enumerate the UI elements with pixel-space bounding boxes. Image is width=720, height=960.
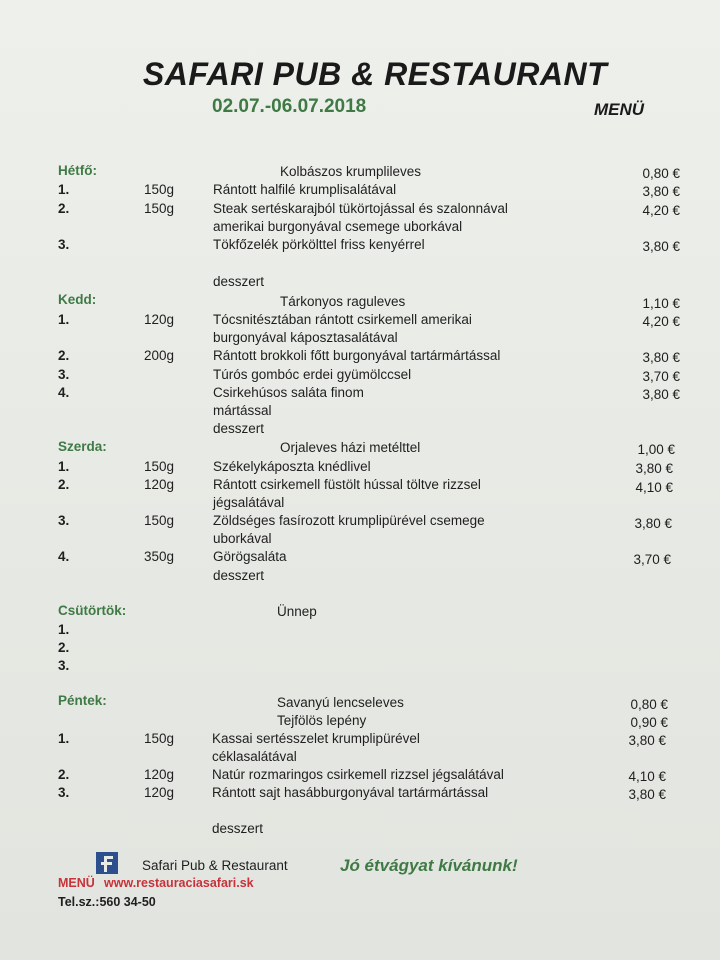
item-number: 3. xyxy=(58,367,70,382)
item-line: Zöldséges fasírozott krumplipürével csemege xyxy=(213,513,485,528)
day-monday: Hétfő: xyxy=(58,163,97,178)
footer-wish: Jó étvágyat kívánunk! xyxy=(340,856,518,875)
item-line: uborkával xyxy=(213,531,272,546)
item-price: 3,80 € xyxy=(628,787,666,802)
item-line: Tócsnitésztában rántott csirkemell amerikai xyxy=(213,312,472,327)
footer-phone: Tel.sz.:560 34-50 xyxy=(58,895,156,909)
soup-price: 0,80 € xyxy=(642,166,680,181)
item-number: 1. xyxy=(58,622,70,637)
holiday-label: Ünnep xyxy=(277,604,317,619)
soup-name: Kolbászos krumplileves xyxy=(280,164,422,179)
soup-name: Tárkonyos raguleves xyxy=(280,294,406,309)
item-number: 3. xyxy=(58,785,70,800)
item-line: Csirkehúsos saláta finom xyxy=(213,385,364,400)
item-price: 3,80 € xyxy=(628,733,666,748)
item-line: Rántott brokkoli főtt burgonyával tartármártással xyxy=(213,348,501,363)
item-line: Tökfőzelék pörkölttel friss kenyérrel xyxy=(213,237,425,252)
item-number: 1. xyxy=(58,731,70,746)
item-price: 4,20 € xyxy=(642,314,680,329)
menu-dates: 02.07.-06.07.2018 xyxy=(212,96,367,117)
soup-price: 0,90 € xyxy=(630,715,668,730)
item-price: 4,20 € xyxy=(642,203,680,218)
item-number: 2. xyxy=(58,348,70,363)
item-number: 2. xyxy=(58,767,70,782)
item-line: Natúr rozmaringos csirkemell rizzsel jégsalátával xyxy=(212,767,504,782)
item-number: 4. xyxy=(58,385,70,400)
item-number: 1. xyxy=(58,459,70,474)
item-number: 2. xyxy=(58,201,70,216)
item-line: céklasalátával xyxy=(212,749,297,764)
item-price: 3,70 € xyxy=(633,552,671,567)
item-number: 3. xyxy=(58,658,70,673)
item-number: 4. xyxy=(58,549,70,564)
item-number: 2. xyxy=(58,640,70,655)
dessert: desszert xyxy=(213,568,265,583)
item-number: 3. xyxy=(58,237,70,252)
restaurant-title: SAFARI PUB & RESTAURANT xyxy=(142,56,608,92)
dessert: desszert xyxy=(212,821,264,836)
item-price: 3,80 € xyxy=(642,239,680,254)
item-price: 3,70 € xyxy=(642,369,680,384)
day-friday: Péntek: xyxy=(58,693,107,708)
item-number: 1. xyxy=(58,182,70,197)
item-line: burgonyával káposztasalátával xyxy=(213,330,398,345)
item-price: 3,80 € xyxy=(635,461,673,476)
dessert: desszert xyxy=(213,421,265,436)
item-weight: 150g xyxy=(144,182,175,197)
item-line: Rántott sajt hasábburgonyával tartármártással xyxy=(212,785,489,800)
item-weight: 150g xyxy=(144,201,175,216)
soup-name: Savanyú lencseleves xyxy=(277,695,404,710)
item-weight: 150g xyxy=(144,731,175,746)
item-number: 1. xyxy=(58,312,70,327)
item-line: Steak sertéskarajból tükörtojással és szalonnával xyxy=(213,201,508,216)
item-number: 3. xyxy=(58,513,70,528)
item-line: amerikai burgonyával csemege uborkával xyxy=(213,219,463,234)
soup-name: Tejfölös lepény xyxy=(277,713,367,728)
item-line: Székelykáposzta knédlivel xyxy=(213,459,371,474)
footer-restaurant-name: Safari Pub & Restaurant xyxy=(142,858,288,873)
facebook-icon xyxy=(96,852,118,874)
soup-price: 1,00 € xyxy=(637,442,675,457)
day-thursday: Csütörtök: xyxy=(58,603,127,618)
item-weight: 120g xyxy=(144,785,175,800)
item-line: jégsalátával xyxy=(213,495,285,510)
item-weight: 350g xyxy=(144,549,175,564)
soup-price: 1,10 € xyxy=(642,296,680,311)
soup-price: 0,80 € xyxy=(630,697,668,712)
item-weight: 150g xyxy=(144,459,175,474)
item-price: 4,10 € xyxy=(635,480,673,495)
dessert: desszert xyxy=(213,274,265,289)
item-line: Kassai sertésszelet krumplipürével xyxy=(212,731,420,746)
item-price: 3,80 € xyxy=(634,516,672,531)
item-weight: 200g xyxy=(144,348,175,363)
menu-label: MENÜ xyxy=(594,100,645,119)
day-wednesday: Szerda: xyxy=(58,439,107,454)
item-price: 3,80 € xyxy=(642,350,680,365)
item-line: Rántott csirkemell füstölt hússal töltve rizzsel xyxy=(213,477,481,492)
item-weight: 120g xyxy=(144,767,175,782)
footer-menu-label: MENÜ xyxy=(58,876,95,890)
footer-website: www.restauraciasafari.sk xyxy=(104,876,254,890)
item-line: Túrós gombóc erdei gyümölccsel xyxy=(213,367,412,382)
soup-name: Orjaleves házi metélttel xyxy=(280,440,421,455)
item-number: 2. xyxy=(58,477,70,492)
item-price: 3,80 € xyxy=(642,184,680,199)
item-price: 3,80 € xyxy=(642,387,680,402)
item-weight: 150g xyxy=(144,513,175,528)
item-weight: 120g xyxy=(144,312,175,327)
item-line: Görögsaláta xyxy=(213,549,287,564)
item-line: mártással xyxy=(213,403,272,418)
item-weight: 120g xyxy=(144,477,175,492)
day-tuesday: Kedd: xyxy=(58,292,97,307)
item-price: 4,10 € xyxy=(628,769,666,784)
item-line: Rántott halfilé krumplisalátával xyxy=(213,182,397,197)
